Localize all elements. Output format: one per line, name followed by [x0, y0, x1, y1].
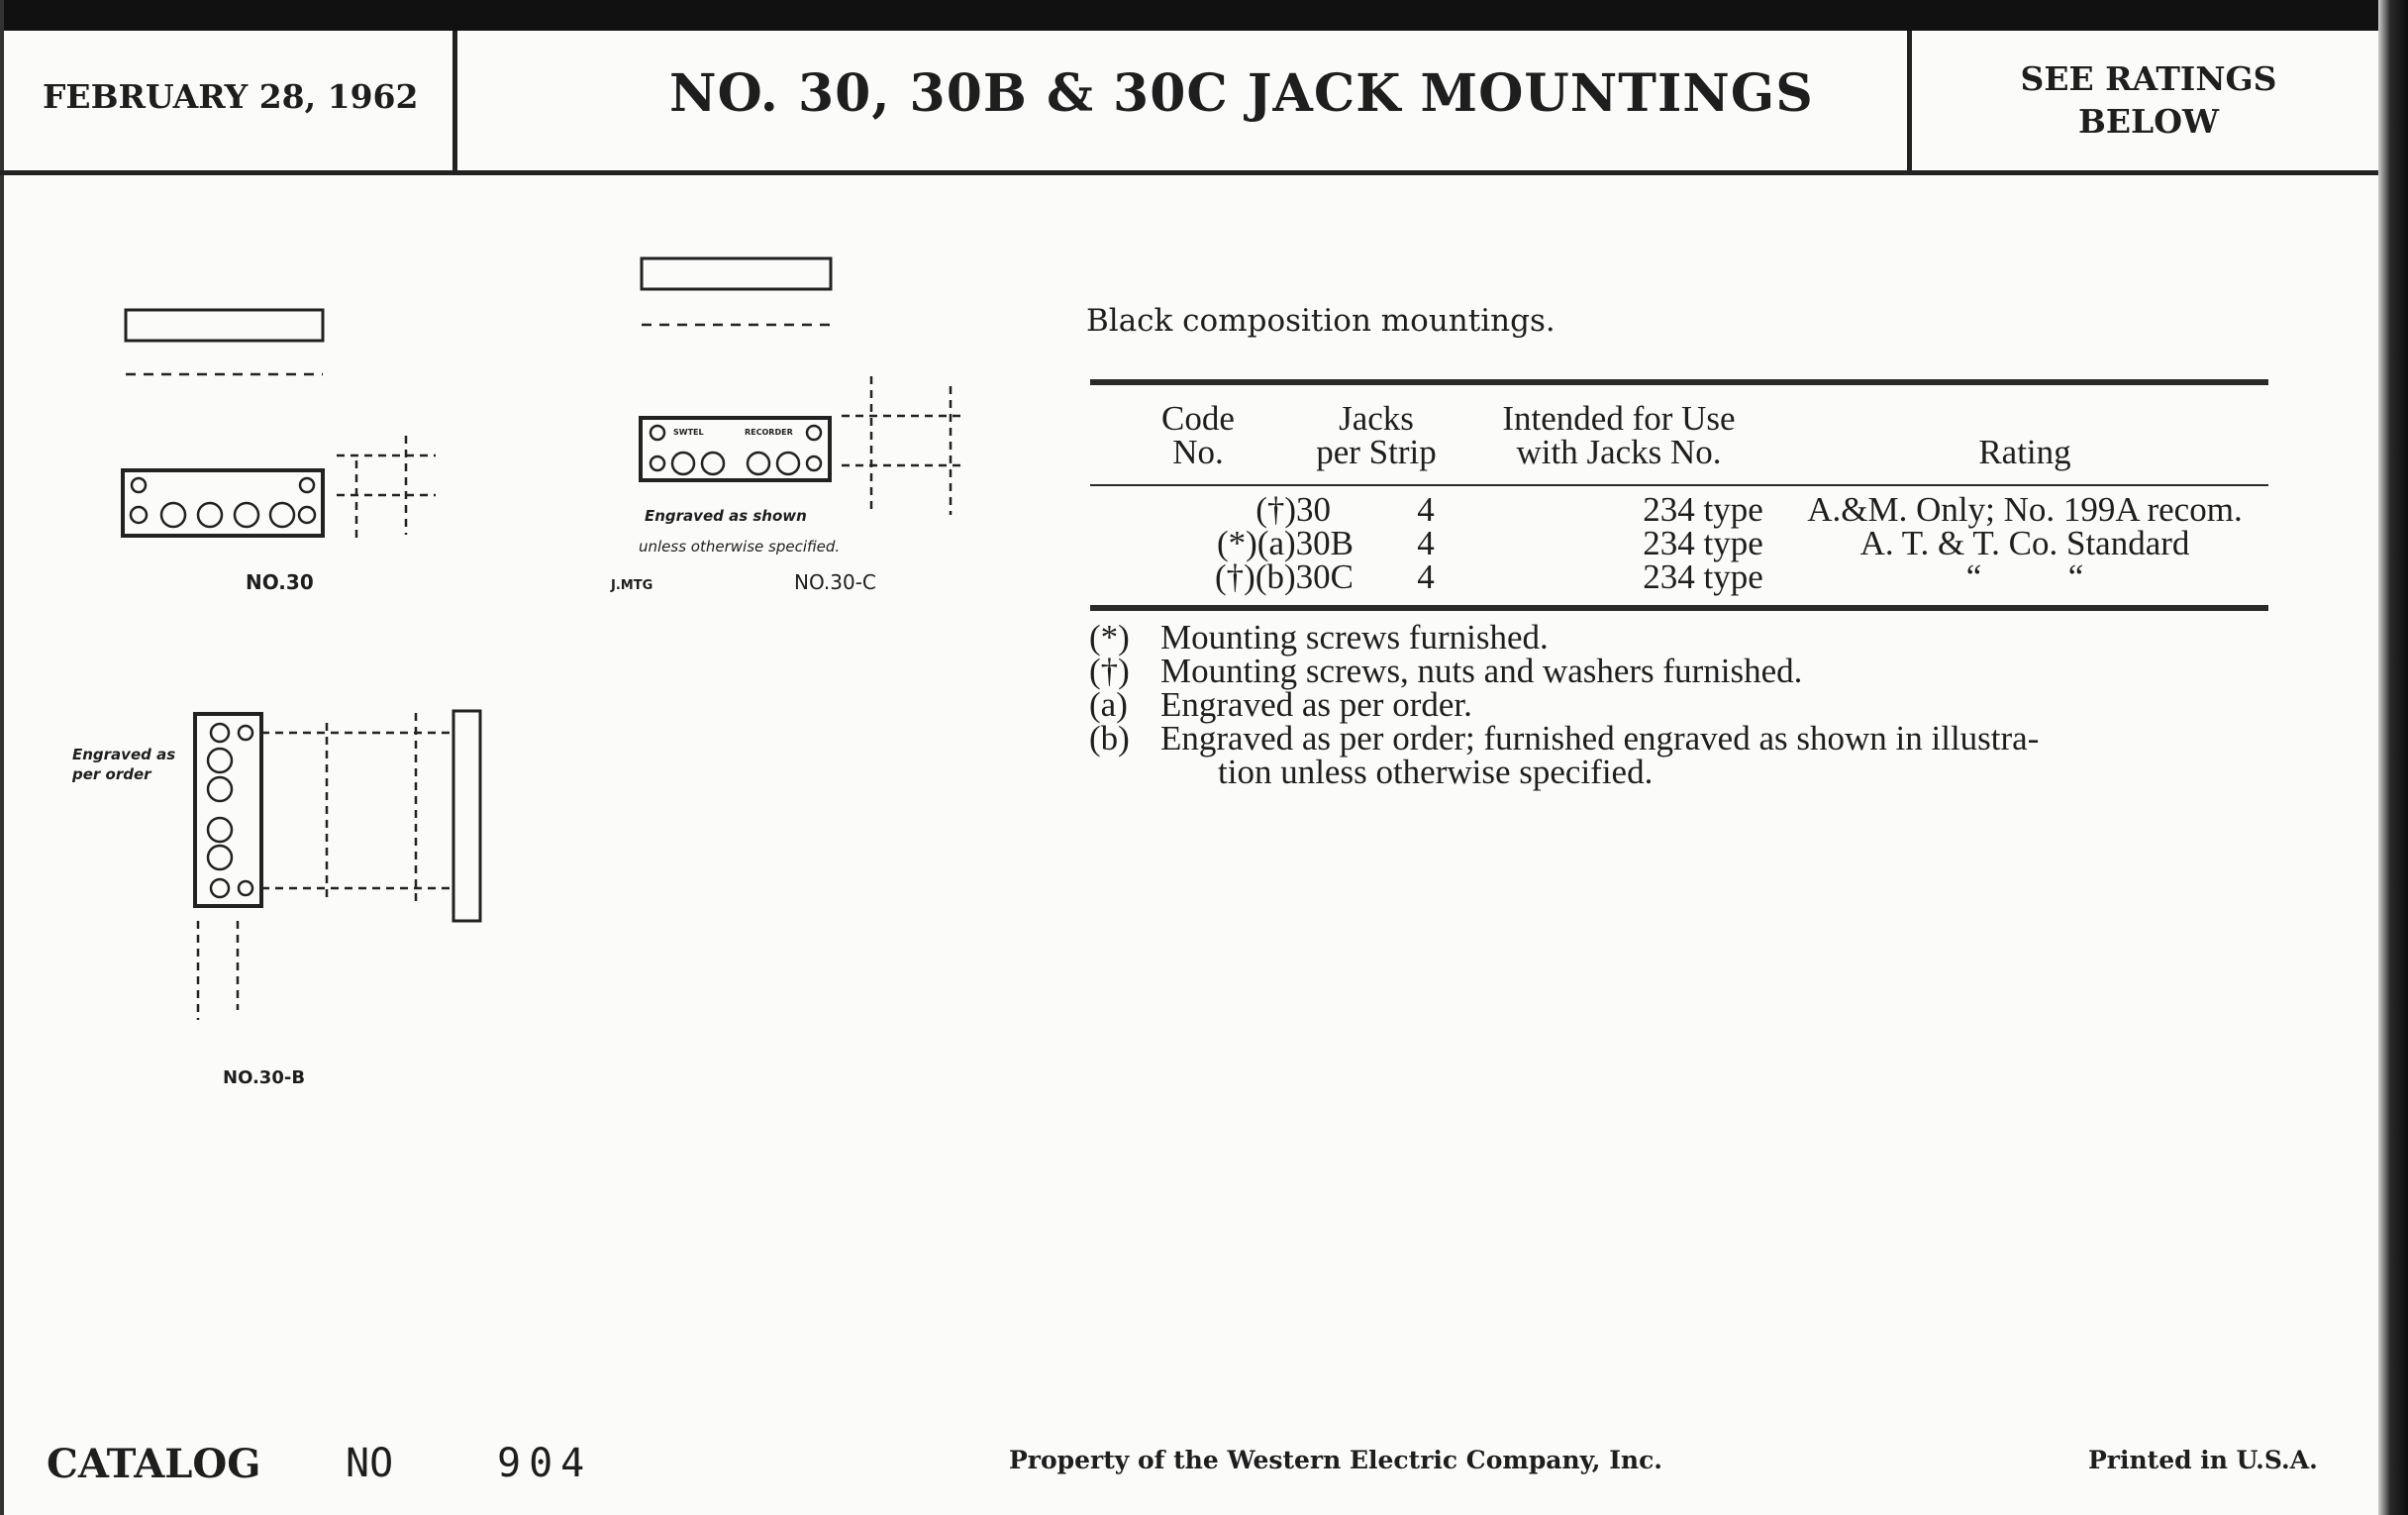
header-line: Intended for Use: [1502, 399, 1736, 438]
cell-code: (†)30: [1255, 490, 1331, 529]
footnote-mark: (*): [1089, 618, 1130, 656]
table-top-rule: [1090, 379, 2268, 385]
footnote-mark: (a): [1089, 685, 1128, 724]
ratings-line-2: BELOW: [2077, 102, 2220, 141]
footer-printed: Printed in U.S.A.: [2088, 1446, 2318, 1474]
footnote: [1089, 618, 1549, 656]
footnote-mark: (†): [1089, 652, 1130, 690]
page-title: NO. 30, 30B & 30C JACK MOUNTINGS: [669, 63, 1814, 124]
footnote-mark: (b): [1089, 719, 1130, 758]
header-line: with Jacks No.: [1516, 433, 1722, 471]
see-ratings-note: [1941, 57, 2357, 143]
no30b-note-2: per order: [72, 765, 151, 783]
no30c-tag: J.MTG: [611, 578, 653, 593]
right-edge: [2378, 0, 2408, 1515]
header-line: Rating: [1978, 433, 2071, 471]
cell-jacks: 4: [1417, 524, 1435, 562]
footnote: [1089, 685, 1472, 724]
no30-label: NO.30: [246, 570, 314, 594]
no30c-engraving-left: SWTEL: [673, 428, 704, 437]
no30c-note-2: unless otherwise specified.: [639, 538, 841, 556]
table-body: [1089, 490, 2269, 596]
cell-use: 234 type: [1643, 524, 1763, 562]
header-divider-right: [1907, 31, 1912, 172]
table-row: [1089, 557, 2269, 596]
table-row: [1089, 524, 2269, 562]
cell-code: (*)(a)30B: [1216, 524, 1354, 562]
no30b-label: NO.30-B: [223, 1067, 306, 1088]
footer-catalog: CATALOG: [47, 1441, 261, 1487]
footnote-text: Mounting screws, nuts and washers furnished.: [1160, 652, 1803, 690]
ratings-line-1: SEE RATINGS: [2020, 59, 2277, 98]
no30c-drawing: [641, 258, 960, 515]
no30b-note-1: Engraved as: [72, 746, 176, 763]
footer-no: NO: [346, 1441, 394, 1486]
description: Black composition mountings.: [1086, 303, 1555, 339]
table-row: [1089, 490, 2269, 529]
cell-jacks: 4: [1417, 490, 1435, 529]
col-header-code: [1129, 399, 1267, 471]
header-line: Code: [1161, 399, 1235, 438]
col-header-rating: [1782, 402, 2267, 469]
header-date: FEBRUARY 28, 1962: [43, 77, 419, 116]
footer-property: Property of the Western Electric Company, Inc.: [1009, 1446, 1663, 1474]
no30b-drawing: [195, 711, 480, 1020]
footnote-continuation: tion unless otherwise specified.: [1218, 753, 1654, 791]
catalog-number: 904: [497, 1441, 593, 1486]
header-line: per Strip: [1316, 433, 1437, 471]
table-bottom-rule: [1090, 605, 2268, 611]
cell-rating: A. T. & T. Co. Standard: [1859, 524, 2190, 562]
cell-jacks: 4: [1417, 557, 1435, 596]
cell-rating: “ “: [1965, 557, 2084, 596]
no30c-note-1: Engraved as shown: [645, 507, 807, 525]
technical-drawings: [0, 0, 1050, 1119]
cell-code: (†)(b)30C: [1215, 557, 1354, 596]
col-header-jacks: [1297, 399, 1455, 471]
cell-use: 234 type: [1643, 490, 1763, 529]
no30c-label: NO.30-C: [794, 570, 876, 594]
footnote: [1089, 719, 2040, 758]
table-header-rule: [1090, 484, 2268, 486]
header-line: [1782, 402, 2267, 436]
footnote-text: Mounting screws furnished.: [1160, 618, 1549, 656]
col-header-use: [1465, 399, 1772, 471]
cell-rating: A.&M. Only; No. 199A recom.: [1807, 490, 2243, 529]
header-line: Jacks: [1339, 399, 1414, 438]
cell-use: 234 type: [1643, 557, 1763, 596]
no30c-engraving-right: RECORDER: [745, 428, 793, 437]
no30-drawing: [123, 310, 436, 540]
footnote-text: Engraved as per order.: [1160, 685, 1472, 724]
header-line: No.: [1172, 433, 1224, 471]
footnote: [1089, 652, 1803, 690]
footnote-text: Engraved as per order; furnished engraved as shown in illustra-: [1160, 719, 2040, 758]
